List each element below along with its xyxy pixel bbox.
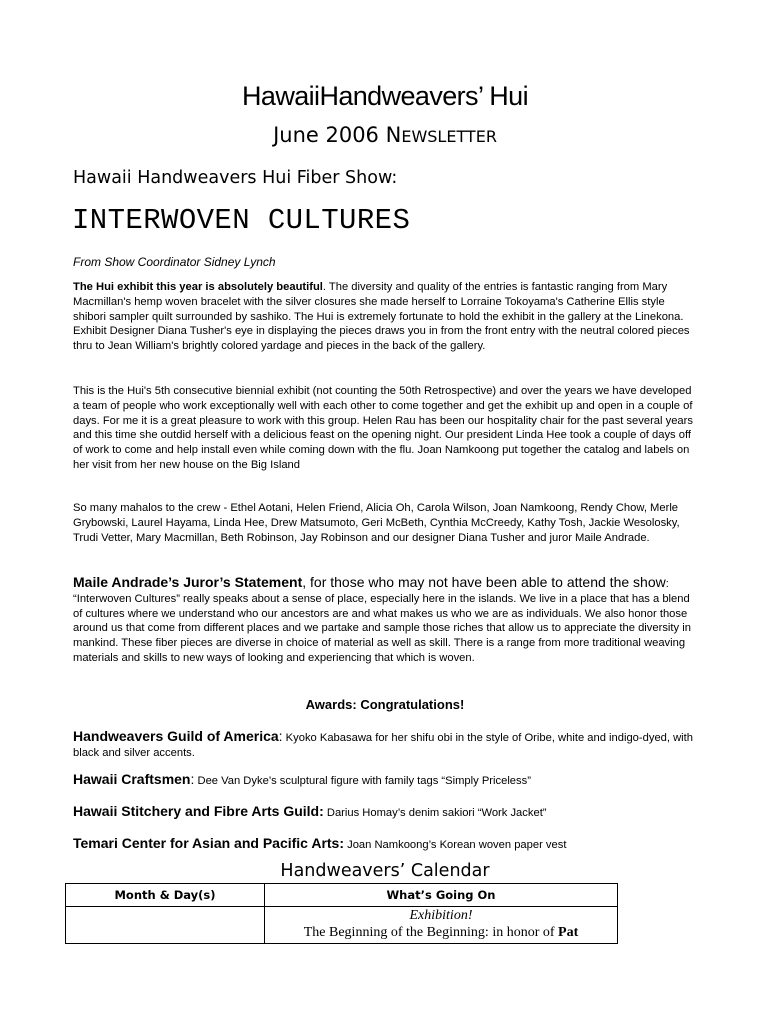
award-item <box>73 804 695 821</box>
calendar-event-cell <box>265 907 618 944</box>
calendar-header-row <box>66 884 618 907</box>
event-type: Exhibition! <box>409 908 473 923</box>
newsletter-masthead <box>0 80 770 112</box>
award-item <box>73 836 695 853</box>
issue-date <box>0 122 770 150</box>
event-description-text: The Beginning of the Beginning: in honor of <box>303 925 559 940</box>
award-text: Kyoko Kabasawa for her shifu obi in the style of Oribe, white and indigo-dyed, with black and silver accents. <box>73 732 693 759</box>
award-org: Hawaii Craftsmen <box>73 771 191 787</box>
award-item <box>73 772 695 789</box>
awards-heading: Awards: Congratulations! <box>305 697 465 712</box>
masthead-title-part2: Handweavers’ <box>319 81 483 111</box>
calendar-table <box>65 883 618 944</box>
show-title: INTERWOVEN CULTURES <box>72 204 411 237</box>
issue-label-rest: EWSLETTER <box>401 127 497 146</box>
award-org: Hawaii Stitchery and Fibre Arts Guild: <box>73 803 324 819</box>
event-description <box>265 924 617 941</box>
calendar-column-date: Month & Day(s) <box>66 884 265 907</box>
award-text: Dee Van Dyke’s sculptural figure with family tags “Simply Priceless” <box>194 775 531 787</box>
calendar-date-cell <box>66 907 265 944</box>
award-org: Temari Center for Asian and Pacific Arts: <box>73 835 344 851</box>
issue-month-year: June 2006 <box>273 123 379 147</box>
event-description-bold: Pat <box>558 925 579 940</box>
byline: From Show Coordinator Sidney Lynch <box>73 255 276 269</box>
issue-label-initial: N <box>385 123 402 147</box>
juror-statement-text: : “Interwoven Cultures” really speaks about a sense of place, especially here in the islands. We live in a place that has a blend of cultures where we understand who our ancestors are and what makes us who we are as individuals. We also honor those around us that come from different places and we partake and sample those riches that allow us to appreciate the diversity in mankind. These fiber pieces are diverse in choice of material as well as skill. There is a range from more traditional weaving materials and skills to new ways of looking and experiencing that which is woven. <box>73 578 691 664</box>
calendar-heading: Handweavers’ Calendar <box>280 861 490 881</box>
juror-statement <box>73 574 695 666</box>
juror-statement-heading <box>73 574 666 590</box>
feature-paragraph-1-lead: The Hui exhibit this year is absolutely beautiful <box>73 281 323 293</box>
masthead-title-part3: Hui <box>489 81 528 111</box>
table-row <box>66 907 618 944</box>
award-item <box>73 729 695 761</box>
calendar-column-event: What’s Going On <box>265 884 618 907</box>
feature-paragraph-2: This is the Hui's 5th consecutive biennial exhibit (not counting the 50th Retrospective) and over the years we have developed a team of people who work exceptionally well with each other to come together and get the exhibit up and open in a couple of days. For me it is a great pleasure to work with this group. Helen Rau has been our hospitality chair for the past several years and this time she outdid herself with a delicious feast on the opening night. Our president Linda Hee took a couple of days off of work to come and help install even while coming down with the flu. Joan Namkoong put together the catalog and labels on her visit from her new house on the Big Island <box>73 385 693 471</box>
juror-heading-bold: Maile Andrade’s Juror’s Statement <box>73 574 303 590</box>
show-heading: Hawaii Handweavers Hui Fiber Show: <box>73 168 398 188</box>
feature-paragraph-3: So many mahalos to the crew - Ethel Aotani, Helen Friend, Alicia Oh, Carola Wilson, Joan Namkoong, Rendy Chow, Merle Grybowski, Laurel Hayama, Linda Hee, Drew Matsumoto, Geri McBeth, Cynthia McCreedy, Kathy Tosh, Jackie Wesolosky, Trudi Vetter, Mary Macmillan, Beth Robinson, Jay Robinson and our designer Diana Tusher and juror Maile Andrade. <box>73 502 680 544</box>
feature-paragraph-1-text: . The diversity and quality of the entries is fantastic ranging from Mary Macmillan's hemp woven bracelet with the silver closures she made herself to Lorraine Tokoyama's Catherine Ellis style shibori sampler quilt surrounded by sashiko. The Hui is extremely fortunate to hold the exhibit in the gallery at the Linekona. Exhibit Designer Diana Tusher's eye in displaying the pieces draws you in from the front entry with the neutral colored pieces thru to Jean William's brightly colored yardage and pieces in the back of the gallery. <box>73 281 690 353</box>
award-org: Handweavers Guild of America <box>73 728 279 744</box>
feature-paragraph-1 <box>73 280 695 354</box>
masthead-title-part1: Hawaii <box>242 81 320 111</box>
award-sep: : <box>278 728 283 744</box>
juror-heading-normal: , for those who may not have been able to attend the show <box>302 574 666 590</box>
award-text: Darius Homay’s denim sakiori “Work Jacket” <box>323 807 547 819</box>
award-sep: : <box>190 771 195 787</box>
award-text: Joan Namkoong’s Korean woven paper vest <box>344 839 567 851</box>
